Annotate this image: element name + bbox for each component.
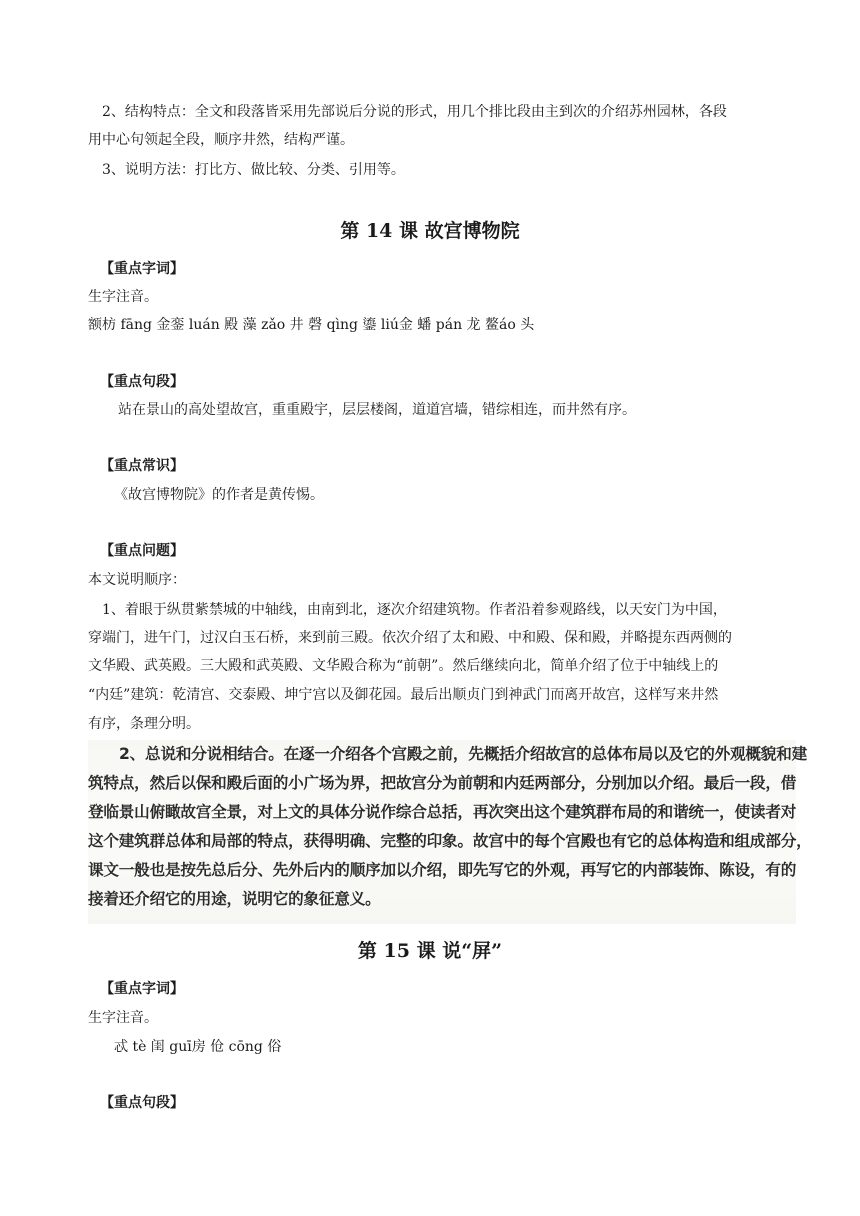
paragraph-line: 登临景山俯瞰故宫全景，对上文的具体分说作综合总括，再次突出这个建筑群布局的和谐统一，使读者对 — [88, 803, 797, 821]
paragraph: 站在景山的高处望故宫，重重殿宇，层层楼阁，道道宫墙，错综相连，而井然有序。 — [118, 402, 636, 418]
lesson-title: 第 14 课 故宫博物院 — [340, 220, 520, 242]
paragraph: 生字注音。 — [88, 1010, 158, 1026]
pinyin-words: 忒 tè 闺 guī房 伧 cōng 俗 — [114, 1039, 282, 1055]
section-heading: 【重点问题】 — [100, 543, 184, 559]
section-heading: 【重点字词】 — [100, 261, 184, 277]
paragraph-line: 课文一般也是按先总后分、先外后内的顺序加以介绍，即先写它的外观，再写它的内部装饰、陈设，有的 — [88, 861, 797, 879]
paragraph: 生字注音。 — [88, 289, 158, 305]
section-heading: 【重点句段】 — [100, 1095, 184, 1111]
paragraph: 2、结构特点：全文和段落皆采用先部说后分说的形式，用几个排比段由主到次的介绍苏州园林，各段 — [102, 104, 727, 120]
paragraph-line: 穿端门，进午门，过汉白玉石桥，来到前三殿。依次介绍了太和殿、中和殿、保和殿，并略提东西两侧的 — [88, 630, 732, 646]
section-heading: 【重点字词】 — [100, 981, 184, 997]
pinyin-words: 额枋 fāng 金銮 luán 殿 藻 zǎo 井 磬 qìng 鎏 liú金 蟠 pán 龙 鳌áo 头 — [88, 317, 535, 333]
section-heading: 【重点常识】 — [100, 458, 184, 474]
paragraph-line: 1、着眼于纵贯紫禁城的中轴线，由南到北，逐次介绍建筑物。作者沿着参观路线，以天安门为中国， — [102, 602, 727, 618]
lesson-title: 第 15 课 说“屏” — [357, 940, 503, 962]
paragraph-line: 文华殿、武英殿。三大殿和武英殿、文华殿合称为“前朝”。然后继续向北，简单介绍了位于中轴线上的 — [88, 658, 719, 674]
section-heading: 【重点句段】 — [100, 374, 184, 390]
paragraph: 本文说明顺序： — [88, 572, 186, 588]
paragraph: 用中心句领起全段，顺序井然，结构严谨。 — [88, 132, 354, 148]
paragraph-line: 2、总说和分说相结合。在逐一介绍各个宫殿之前，先概括介绍故宫的总体布局以及它的外观概貌和建 — [119, 745, 807, 763]
scanned-paragraph-image — [88, 740, 812, 924]
paragraph-line: 接着还介绍它的用途，说明它的象征意义。 — [88, 890, 381, 908]
paragraph-line: 这个建筑群总体和局部的特点，获得明确、完整的印象。故宫中的每个宫殿也有它的总体构造和组成部分， — [88, 832, 812, 850]
paragraph-line: 有序，条理分明。 — [88, 716, 200, 732]
paragraph: 3、说明方法：打比方、做比较、分类、引用等。 — [102, 162, 405, 178]
paragraph-line: 筑特点，然后以保和殿后面的小广场为界，把故宫分为前朝和内廷两部分，分别加以介绍。最后一段，借 — [88, 774, 797, 792]
paragraph: 《故宫博物院》的作者是黄传惕。 — [114, 487, 324, 503]
paragraph-line: “内廷”建筑：乾清宫、交泰殿、坤宁宫以及御花园。最后出顺贞门到神武门而离开故宫，这样写来井然 — [88, 687, 719, 703]
